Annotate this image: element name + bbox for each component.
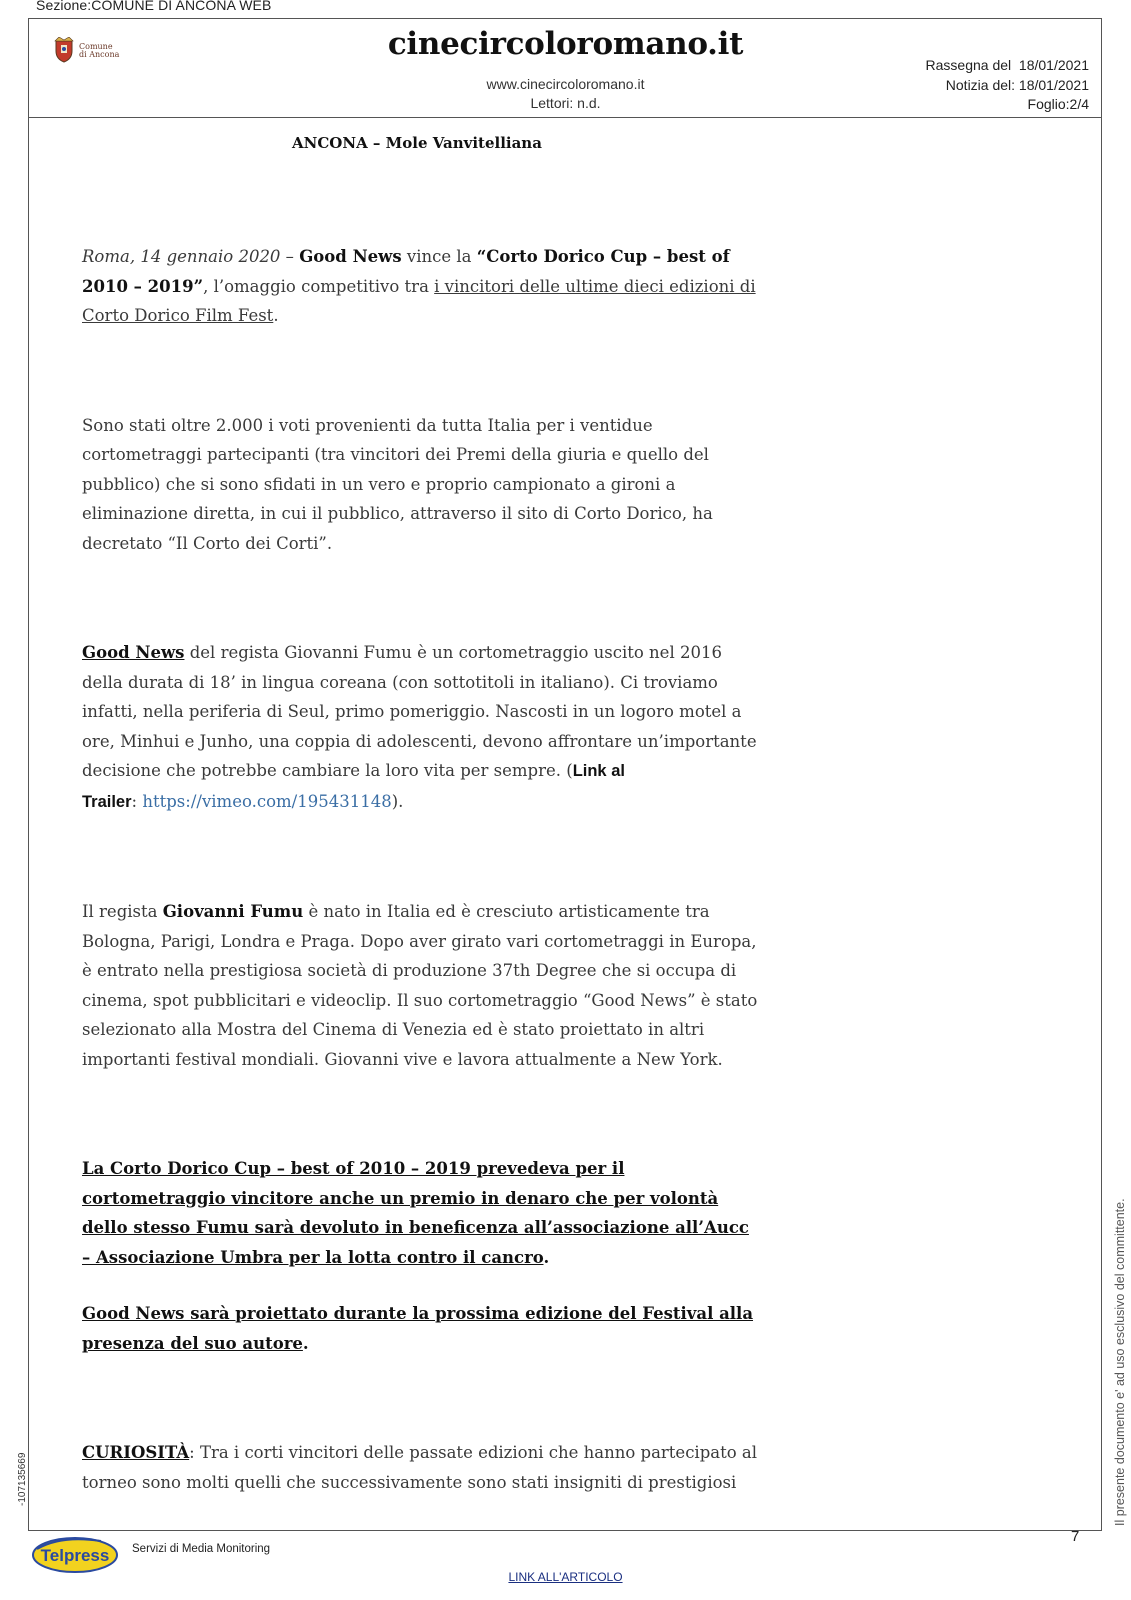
prize-text: La Corto Dorico Cup – best of 2010 – 2019 prevedeva per il cortometraggio vincitore anche un premio in denaro che per volontà dello stesso Fumu sarà devoluto in beneficenza all’associazione all’Aucc – Associazione Umbra per la lotta contro il cancro	[82, 1159, 749, 1267]
trailer-link[interactable]: https://vimeo.com/195431148	[142, 791, 392, 811]
screening-end: .	[302, 1333, 309, 1353]
article-link[interactable]: LINK ALL'ARTICOLO	[508, 1570, 623, 1584]
document-id: -107135669	[17, 1452, 28, 1506]
logo-line-1: Comune	[79, 42, 113, 51]
intro-end: .	[273, 306, 279, 325]
director-name: Giovanni Fumu	[162, 902, 304, 921]
header-divider	[28, 117, 1102, 118]
film-title: Good News	[299, 247, 402, 266]
readers-count: Lettori: n.d.	[530, 95, 601, 111]
paragraph-votes: Sono stati oltre 2.000 i voti provenienti da tutta Italia per i ventidue cortometraggi partecipanti (tra vincitori dei Premi della giuria e quello del pubblico) che si sono sfidati in un vero e proprio campionato a gironi a eliminazione diretta, in cui il pubblico, attraverso il sito di Corto Dorico, ha decretato “Il Corto dei Corti”.	[82, 415, 713, 553]
telpress-brand: Telpress	[40, 1546, 110, 1565]
paragraph-curiosity	[82, 1438, 762, 1497]
trailer-end: ).	[391, 791, 404, 811]
curiosity-text: : Tra i corti vincitori delle passate edizioni che hanno partecipato al torneo sono molti quelli che successivamente sono stati insigniti di prestigiosi	[82, 1443, 758, 1492]
intro-text-2: , l’omaggio competitivo tra	[203, 276, 435, 296]
source-url[interactable]: www.cinecircoloromano.it	[486, 76, 645, 92]
screening-text: Good News sarà proiettato durante la prossima edizione del Festival alla presenza del suo autore	[82, 1304, 754, 1353]
dateline-dash: –	[280, 247, 300, 266]
telpress-tagline: Servizi di Media Monitoring	[132, 1543, 271, 1555]
prize-end: .	[543, 1247, 550, 1267]
director-text-1: Il regista	[82, 902, 163, 921]
winners-link[interactable]: i vincitori delle ultime dieci edizioni di Corto Dorico Film Fest	[82, 276, 756, 325]
source-title: cinecircoloromano.it	[387, 26, 744, 62]
page-number: 7	[1071, 1528, 1080, 1545]
film-name: Good News	[82, 643, 185, 662]
director-text-2: è nato in Italia ed è cresciuto artisticamente tra Bologna, Parigi, Londra e Praga. Dopo aver girato vari cortometraggi in Europa, è entrato nella prestigiosa società di produzione 37th Degree che si occupa di cinema, spot pubblicitari e videoclip. Il suo cortometraggio “Good News” è stato selezionato alla Mostra del Cinema di Venezia ed è stato proiettato in altri importanti festival mondiali. Giovanni vive e lavora attualmente a New York.	[82, 902, 758, 1069]
usage-notice: Il presente documento e' ad uso esclusivo del committente.	[1113, 1198, 1127, 1526]
telpress-logo	[31, 1533, 119, 1575]
curiosity-label: CURIOSITÀ	[82, 1443, 190, 1462]
intro-text-1: vince la	[401, 247, 477, 266]
dateline: Roma, 14 gennaio 2020	[82, 247, 281, 266]
paragraph-prize	[82, 1154, 762, 1272]
article-heading: ANCONA – Mole Vanvitelliana	[292, 134, 542, 152]
trailer-colon: :	[131, 791, 143, 811]
trailer-label-2: Trailer	[82, 792, 132, 811]
meta-notizia-date: Notizia del: 18/01/2021	[945, 77, 1089, 93]
meta-foglio: Foglio:2/4	[1027, 96, 1089, 112]
paragraph-film	[82, 638, 762, 817]
article-body	[82, 242, 762, 1497]
section-label: Sezione:COMUNE DI ANCONA WEB	[36, 0, 272, 13]
paragraph-director	[82, 897, 762, 1074]
paragraph-intro	[82, 242, 762, 331]
paragraph-screening	[82, 1299, 762, 1358]
meta-rassegna-date: Rassegna del 18/01/2021	[925, 57, 1089, 73]
film-description: del regista Giovanni Fumu è un cortometraggio uscito nel 2016 della durata di 18’ in lingua coreana (con sottotitoli in italiano). Ci troviamo infatti, nella periferia di Seul, primo pomeriggio. Nascosti in un logoro motel a ore, Minhui e Junho, una coppia di adolescenti, devono affrontare un’importante decisione che potrebbe cambiare la loro vita per sempre. (	[82, 643, 757, 780]
trailer-label-1: Link al	[572, 762, 625, 780]
logo-line-2: di Ancona	[79, 50, 120, 59]
cup-title: “Corto Dorico Cup – best of 2010 – 2019”	[82, 247, 730, 296]
